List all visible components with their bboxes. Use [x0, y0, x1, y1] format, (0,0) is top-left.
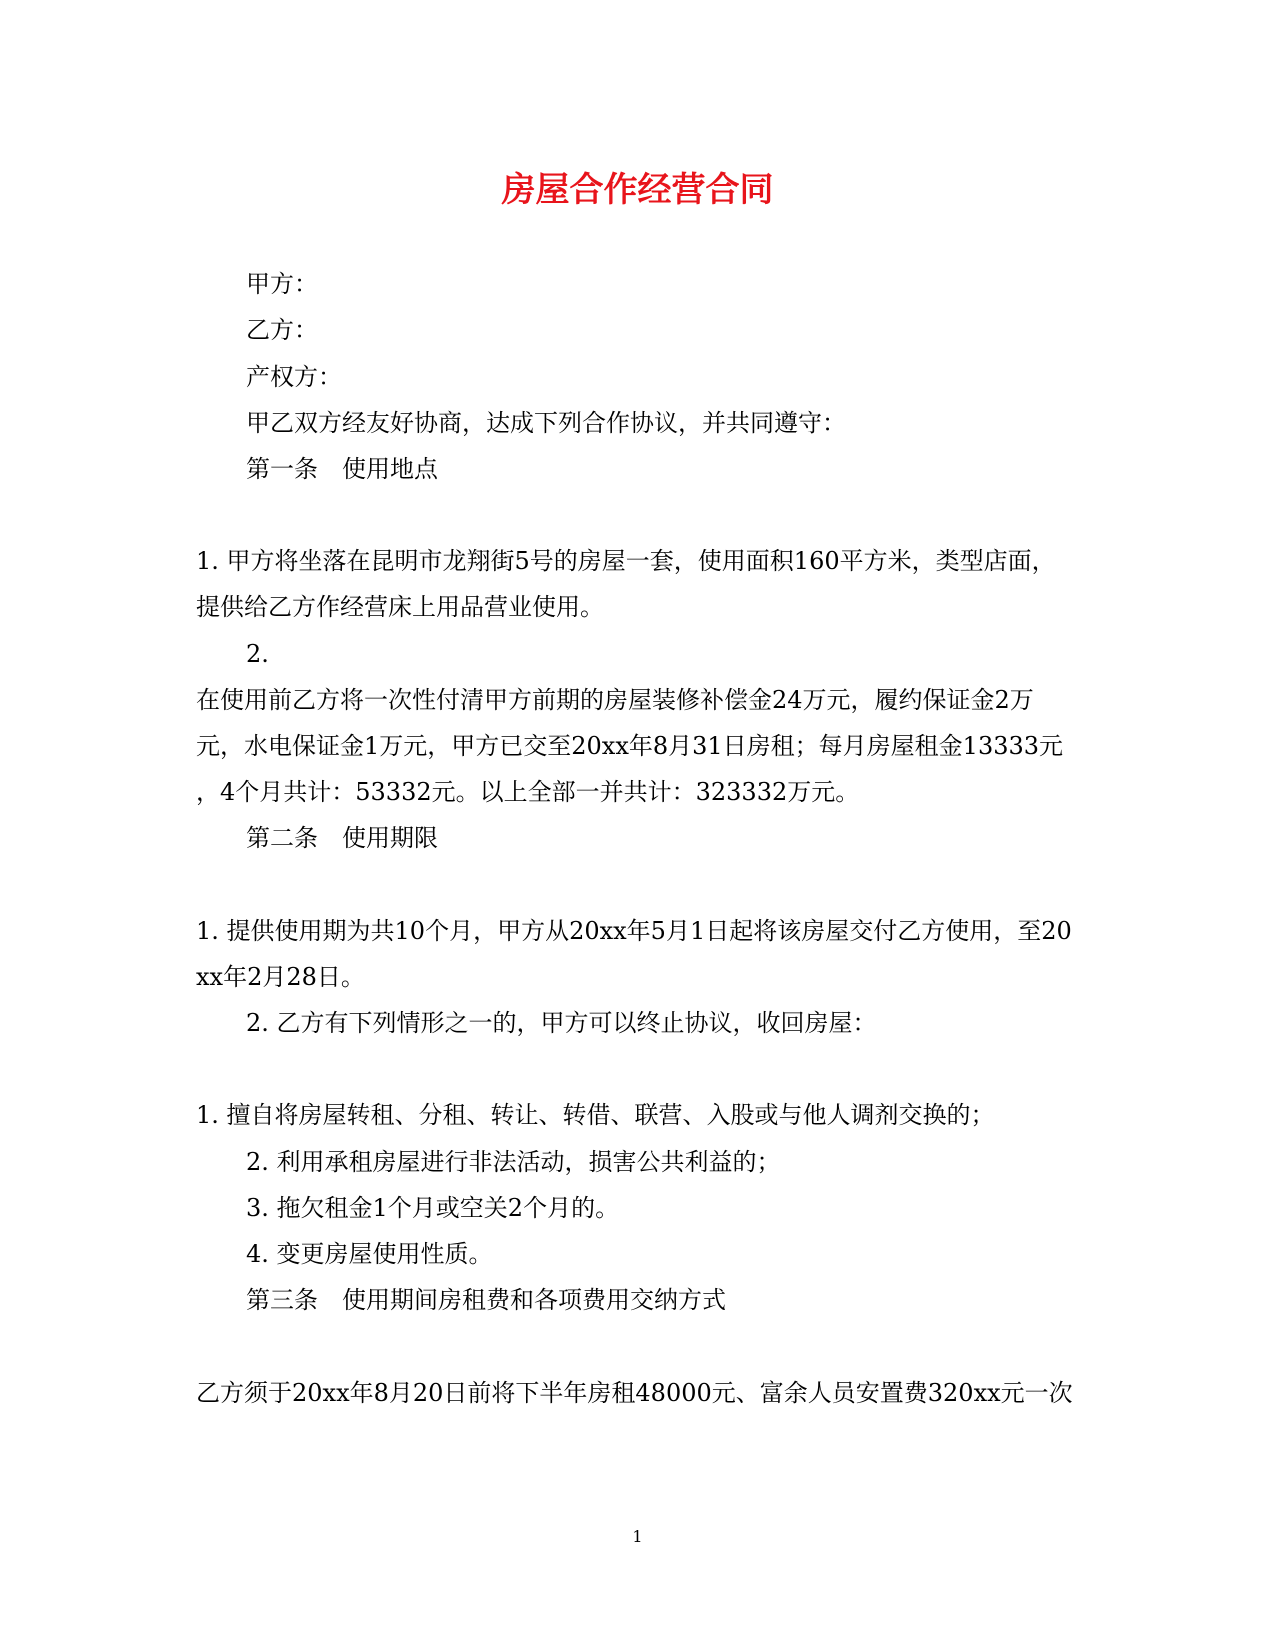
termination-item-4: 4. 变更房屋使用性质。 [246, 1240, 493, 1268]
document-title: 房屋合作经营合同 [501, 170, 774, 210]
article-1-clause-2-line-2: 元，水电保证金1万元，甲方已交至20xx年8月31日房租；每月房屋租金13333元 [196, 732, 1064, 760]
article-1-clause-2-line-3: ，4个月共计：53332元。以上全部一并共计：323332万元。 [196, 778, 860, 806]
page-number: 1 [632, 1527, 643, 1546]
article-1-clause-2-number: 2. [246, 640, 269, 668]
article-1-clause-1: 1. 甲方将坐落在昆明市龙翔街5号的房屋一套，使用面积160平方米，类型店面， [196, 547, 1056, 575]
party-b-label: 乙方： [246, 316, 318, 344]
article-2-clause-1: 1. 提供使用期为共10个月，甲方从20xx年5月1日起将该房屋交付乙方使用，至20 [196, 917, 1072, 945]
article-1-clause-2-line-1: 在使用前乙方将一次性付清甲方前期的房屋装修补偿金24万元，履约保证金2万 [196, 686, 1034, 714]
article-3-clause-1: 乙方须于20xx年8月20日前将下半年房租48000元、富余人员安置费320xx元一次 [196, 1379, 1073, 1407]
property-owner-label: 产权方： [246, 363, 342, 391]
article-3-heading: 第三条 使用期间房租费和各项费用交纳方式 [246, 1286, 726, 1314]
termination-item-1: 1. 擅自将房屋转租、分租、转让、转借、联营、入股或与他人调剂交换的； [196, 1101, 995, 1129]
termination-item-3: 3. 拖欠租金1个月或空关2个月的。 [246, 1194, 620, 1222]
party-a-label: 甲方： [246, 270, 318, 298]
article-1-heading: 第一条 使用地点 [246, 455, 438, 483]
agreement-intro: 甲乙双方经友好协商，达成下列合作协议，并共同遵守： [246, 409, 846, 437]
article-1-clause-1-cont: 提供给乙方作经营床上用品营业使用。 [196, 593, 604, 621]
termination-item-2: 2. 利用承租房屋进行非法活动，损害公共利益的； [246, 1148, 781, 1176]
article-2-heading: 第二条 使用期限 [246, 824, 438, 852]
article-2-clause-2: 2. 乙方有下列情形之一的，甲方可以终止协议，收回房屋： [246, 1009, 877, 1037]
article-2-clause-1-cont: xx年2月28日。 [196, 963, 365, 991]
